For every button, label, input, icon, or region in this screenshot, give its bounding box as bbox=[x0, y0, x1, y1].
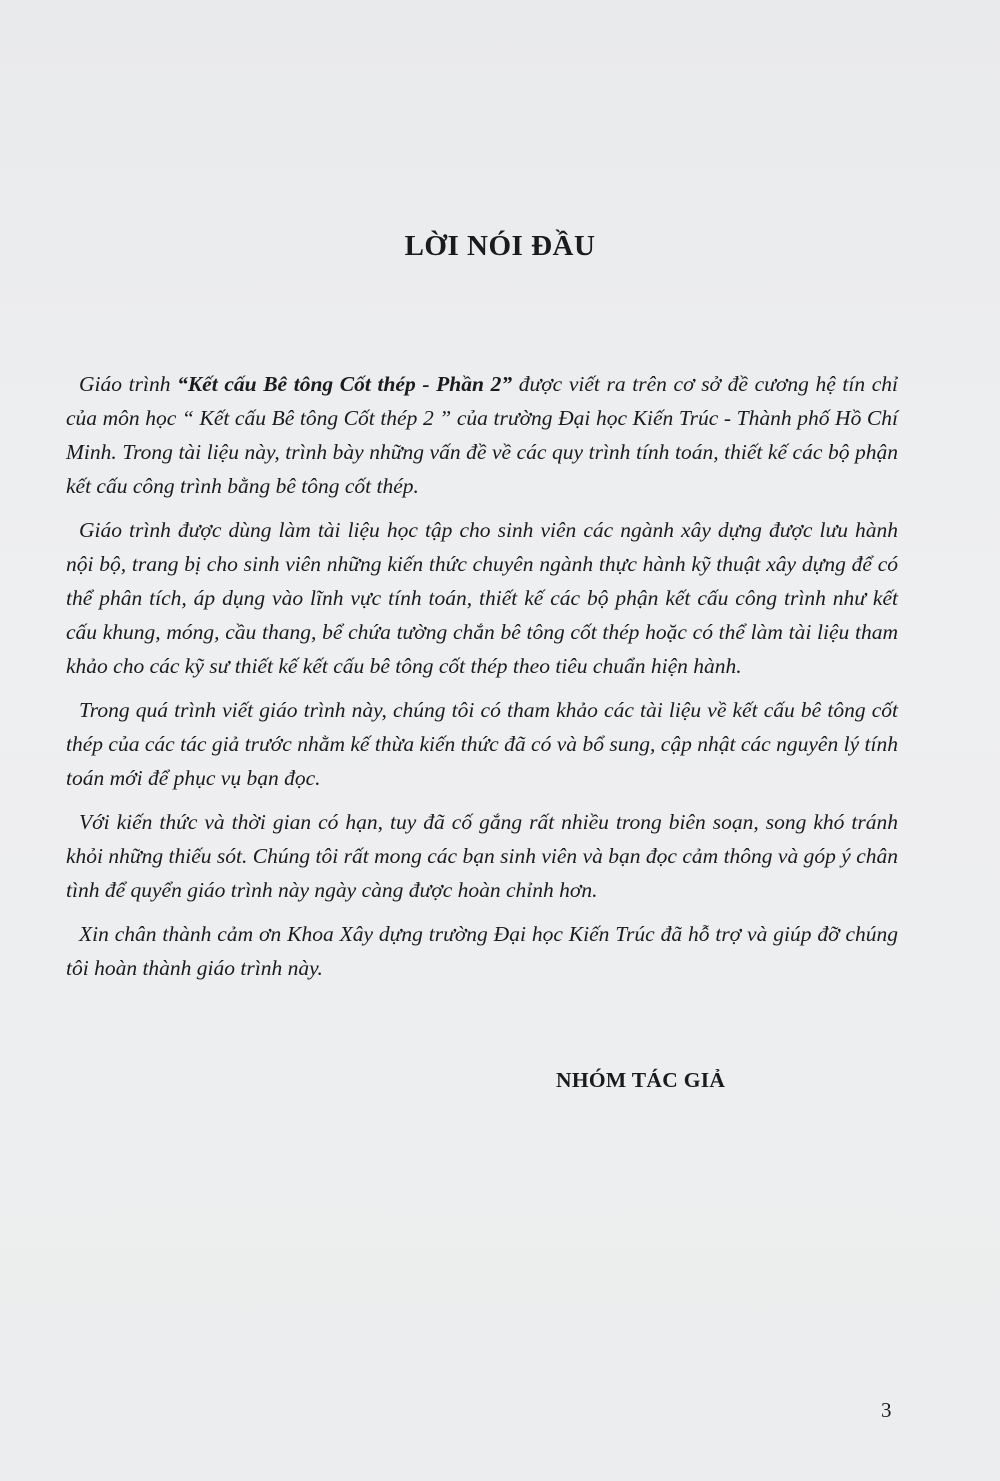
author-signature: NHÓM TÁC GIẢ bbox=[556, 1068, 726, 1092]
book-title-emphasis: “Kết cấu Bê tông Cốt thép - Phần 2” bbox=[177, 372, 513, 396]
preface-paragraph-4: Với kiến thức và thời gian có hạn, tuy đã cố gắng rất nhiều trong biên soạn, song khó tránh khỏi những thiếu sót. Chúng tôi rất mong các bạn sinh viên và bạn đọc cảm thông và góp ý chân tình để quyển giáo trình này ngày càng được hoàn chỉnh hơn. bbox=[66, 810, 898, 902]
paragraph-1-lead: Giáo trình bbox=[79, 372, 178, 396]
preface-paragraph-1 bbox=[66, 367, 898, 503]
page-title: LỜI NÓI ĐẦU bbox=[404, 230, 596, 262]
preface-paragraph-3: Trong quá trình viết giáo trình này, chúng tôi có tham khảo các tài liệu về kết cấu bê tông cốt thép của các tác giả trước nhằm kế thừa kiến thức đã có và bổ sung, cập nhật các nguyên lý tính toán mới để phục vụ bạn đọc. bbox=[66, 698, 898, 790]
preface-paragraph-5: Xin chân thành cảm ơn Khoa Xây dựng trường Đại học Kiến Trúc đã hỗ trợ và giúp đỡ chúng tôi hoàn thành giáo trình này. bbox=[66, 922, 898, 980]
paragraph-1-rest: được viết ra trên cơ sở đề cương hệ tín chỉ của môn học “ Kết cấu Bê tông Cốt thép 2 ” của trường Đại học Kiến Trúc - Thành phố Hồ Chí Minh. Trong tài liệu này, trình bày những vấn đề về các quy trình tính toán, thiết kế các bộ phận kết cấu công trình bằng bê tông cốt thép. bbox=[66, 372, 898, 498]
preface-body bbox=[66, 367, 898, 985]
preface-paragraph-2: Giáo trình được dùng làm tài liệu học tập cho sinh viên các ngành xây dựng được lưu hành nội bộ, trang bị cho sinh viên những kiến thức chuyên ngành thực hành kỹ thuật xây dựng để có thể phân tích, áp dụng vào lĩnh vực tính toán, thiết kế các bộ phận kết cấu công trình như kết cấu khung, móng, cầu thang, bể chứa tường chắn bê tông cốt thép hoặc có thể làm tài liệu tham khảo cho các kỹ sư thiết kế kết cấu bê tông cốt thép theo tiêu chuẩn hiện hành. bbox=[66, 518, 898, 678]
page-number: 3 bbox=[881, 1398, 892, 1422]
